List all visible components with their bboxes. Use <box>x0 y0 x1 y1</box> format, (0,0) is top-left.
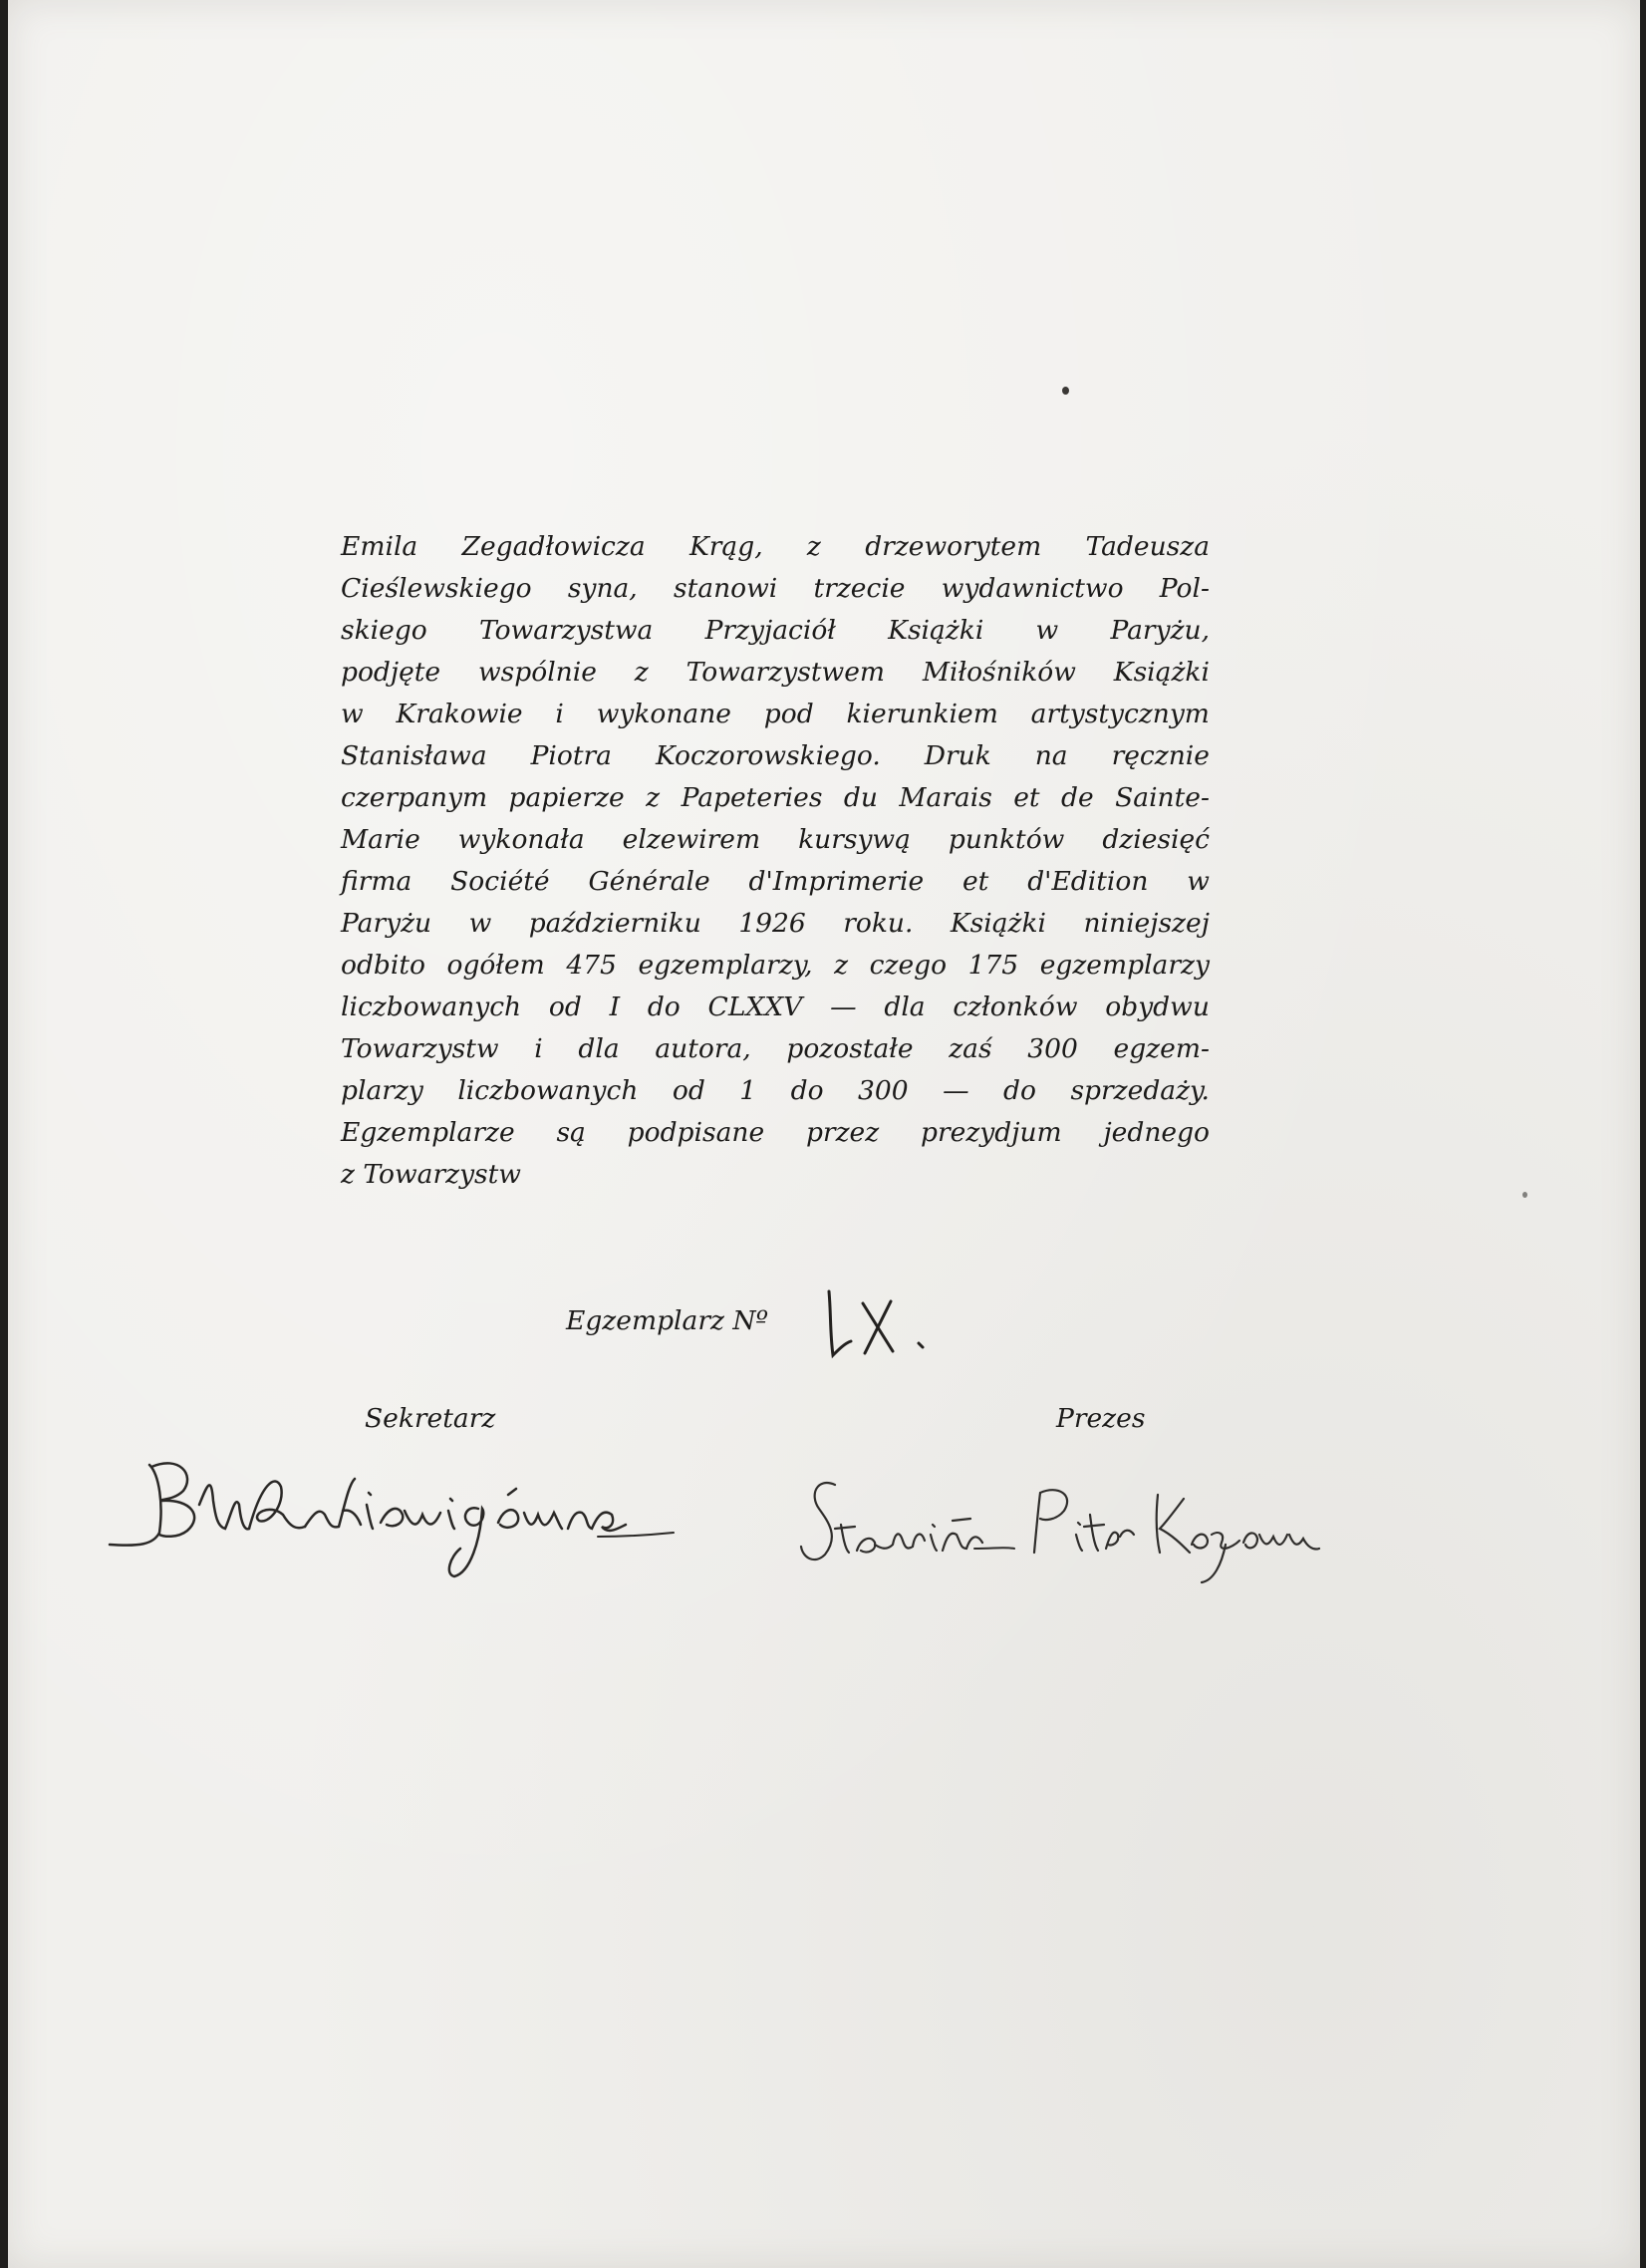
handwritten-copy-number <box>823 1283 943 1363</box>
colophon-line: plarzy liczbowanych od 1 do 300 — do sprzedaży. <box>341 1075 1210 1106</box>
colophon-line: Stanisława Piotra Koczorowskiego. Druk na ręcznie <box>341 740 1210 771</box>
scan-edge-right <box>1640 0 1646 2268</box>
colophon-line: skiego Towarzystwa Przyjaciół Książki w Paryżu, <box>341 615 1210 646</box>
colophon-line: podjęte wspólnie z Towarzystwem Miłośników Książki <box>341 657 1210 688</box>
scan-edge-left <box>0 0 8 2268</box>
ink-speck <box>1062 387 1069 395</box>
copy-number-label: Egzemplarz Nº <box>566 1305 769 1336</box>
colophon-line: Marie wykonała elzewirem kursywą punktów dziesięć <box>341 824 1210 855</box>
colophon-line: firma Société Générale d'Imprimerie et d'Edition w <box>341 866 1210 897</box>
colophon-line: Cieślewskiego syna, stanowi trzecie wydawnictwo Pol- <box>341 573 1210 604</box>
colophon-line: czerpanym papierze z Papeteries du Marais et de Sainte- <box>341 782 1210 813</box>
secretary-signature <box>100 1445 678 1604</box>
book-page <box>8 0 1640 2268</box>
secretary-label: Sekretarz <box>365 1403 496 1434</box>
ink-speck <box>1522 1192 1527 1198</box>
colophon-line: liczbowanych od I do CLXXV — dla członków obydwu <box>341 992 1210 1022</box>
president-signature <box>795 1465 1333 1594</box>
colophon-line: Emila Zegadłowicza Krąg, z drzeworytem Tadeusza <box>341 531 1210 562</box>
colophon-line: Paryżu w październiku 1926 roku. Książki niniejszej <box>341 908 1210 939</box>
president-label: Prezes <box>1056 1403 1146 1434</box>
colophon-line: w Krakowie i wykonane pod kierunkiem artystycznym <box>341 699 1210 729</box>
colophon-line: Egzemplarze są podpisane przez prezydjum jednego <box>341 1117 1210 1148</box>
colophon-text <box>341 526 1210 1196</box>
colophon-line: Towarzystw i dla autora, pozostałe zaś 300 egzem- <box>341 1033 1210 1064</box>
colophon-line: z Towarzystw <box>341 1159 521 1190</box>
colophon-line: odbito ogółem 475 egzemplarzy, z czego 175 egzemplarzy <box>341 950 1210 981</box>
